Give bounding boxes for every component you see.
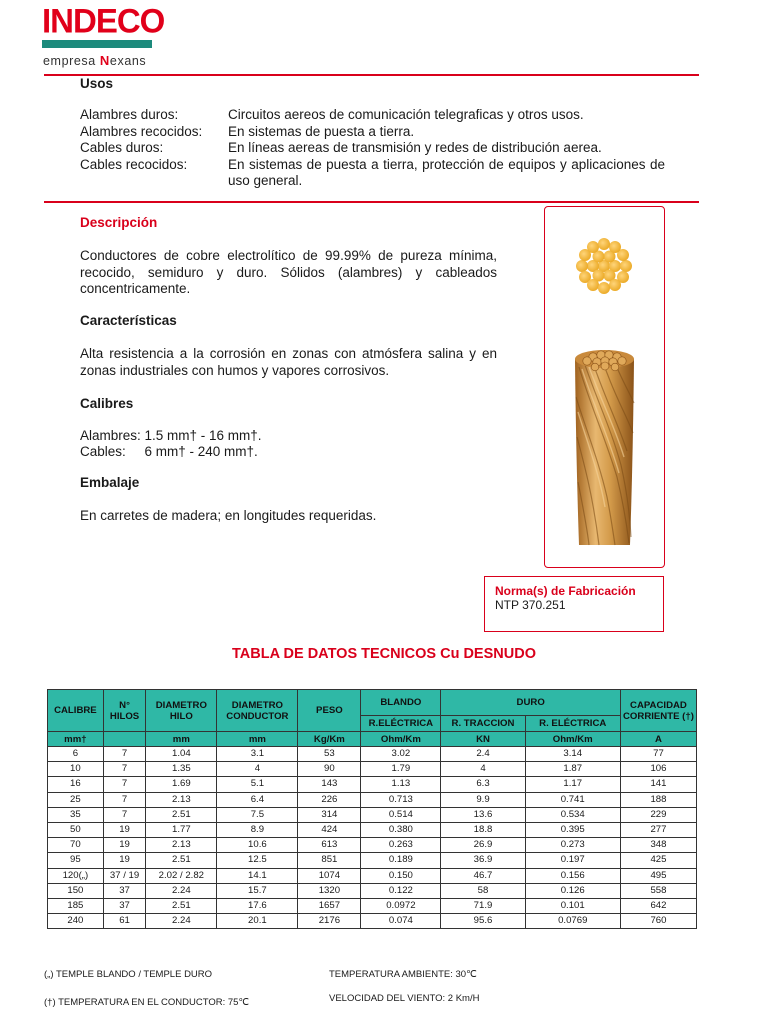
cross-section-icon	[576, 238, 632, 294]
calibres-line-2: Cables: 6 mm† - 240 mm†.	[80, 444, 258, 459]
table-row	[48, 853, 697, 868]
table-cell: 760	[620, 914, 696, 929]
table-cell: 0.150	[361, 868, 441, 883]
usos-label: Cables duros:	[80, 140, 164, 155]
table-cell: 3.02	[361, 747, 441, 762]
table-cell: 58	[441, 883, 525, 898]
table-cell: 3.1	[217, 747, 298, 762]
table-cell: 2.13	[146, 792, 217, 807]
table-cell: 642	[620, 898, 696, 913]
table-cell: 1.17	[525, 777, 620, 792]
table-cell: 424	[298, 822, 361, 837]
table-cell: 6.4	[217, 792, 298, 807]
table-cell: 37 / 19	[103, 868, 146, 883]
usos-row	[80, 107, 665, 124]
table-cell: 0.189	[361, 853, 441, 868]
table-cell: 0.0972	[361, 898, 441, 913]
table-cell: 558	[620, 883, 696, 898]
table-cell: 2.02 / 2.82	[146, 868, 217, 883]
table-cell: 25	[48, 792, 104, 807]
usos-text: En sistemas de puesta a tierra.	[228, 123, 415, 139]
table-cell: 0.534	[525, 807, 620, 822]
table-cell: 7	[103, 747, 146, 762]
table-cell: 70	[48, 838, 104, 853]
table-cell: 50	[48, 822, 104, 837]
table-row	[48, 868, 697, 883]
table-cell: 2.51	[146, 898, 217, 913]
table-cell: 851	[298, 853, 361, 868]
table-cell: 10.6	[217, 838, 298, 853]
header-r-electrica-duro: R. ELÉCTRICA	[525, 716, 620, 732]
table-cell: 240	[48, 914, 104, 929]
table-cell: 1320	[298, 883, 361, 898]
unit-cell: mm†	[48, 732, 104, 747]
units-row	[48, 732, 697, 747]
usos-text: En líneas aereas de transmisión y redes de distribución aerea.	[228, 140, 602, 155]
table-cell: 7	[103, 762, 146, 777]
table-cell: 0.741	[525, 792, 620, 807]
table-cell: 37	[103, 883, 146, 898]
table-cell: 35	[48, 807, 104, 822]
header-duro: DURO	[441, 690, 620, 716]
table-row	[48, 883, 697, 898]
table-row	[48, 838, 697, 853]
caracteristicas-text: Alta resistencia a la corrosión en zonas con atmósfera salina y en zonas industriales con humos y vapores corrosivos.	[80, 346, 497, 378]
unit-cell: Kg/Km	[298, 732, 361, 747]
table-cell: 2.24	[146, 914, 217, 929]
table-cell: 106	[620, 762, 696, 777]
table-cell: 1.79	[361, 762, 441, 777]
table-cell: 19	[103, 838, 146, 853]
table-cell: 36.9	[441, 853, 525, 868]
table-cell: 37	[103, 898, 146, 913]
unit-cell: Ohm/Km	[361, 732, 441, 747]
table-cell: 188	[620, 792, 696, 807]
norma-title: Norma(s) de Fabricación	[495, 584, 636, 598]
table-cell: 141	[620, 777, 696, 792]
unit-cell: A	[620, 732, 696, 747]
table-cell: 5.1	[217, 777, 298, 792]
table-cell: 46.7	[441, 868, 525, 883]
logo-sub-right: exans	[109, 54, 147, 68]
stranded-cable-icon	[575, 350, 634, 545]
table-row	[48, 898, 697, 913]
footnote-viento: VELOCIDAD DEL VIENTO: 2 Km/H	[329, 993, 480, 1004]
table-cell: 61	[103, 914, 146, 929]
table-cell: 0.101	[525, 898, 620, 913]
table-cell: 13.6	[441, 807, 525, 822]
usos-text: En sistemas de puesta a tierra, protección de equipos y aplicaciones de uso general.	[228, 156, 665, 188]
table-cell: 6.3	[441, 777, 525, 792]
table-row	[48, 807, 697, 822]
table-cell: 185	[48, 898, 104, 913]
table-cell: 2.51	[146, 807, 217, 822]
table-cell: 8.9	[217, 822, 298, 837]
table-cell: 4	[217, 762, 298, 777]
usos-row	[80, 124, 665, 141]
table-row	[48, 777, 697, 792]
table-cell: 0.380	[361, 822, 441, 837]
table-cell: 1.77	[146, 822, 217, 837]
caracteristicas-title: Características	[80, 313, 177, 328]
unit-cell: mm	[217, 732, 298, 747]
embalaje-text: En carretes de madera; en longitudes requeridas.	[80, 508, 377, 523]
table-cell: 19	[103, 853, 146, 868]
table-cell: 95	[48, 853, 104, 868]
table-cell: 26.9	[441, 838, 525, 853]
table-cell: 0.273	[525, 838, 620, 853]
calibres-line-1: Alambres: 1.5 mm† - 16 mm†.	[80, 428, 262, 443]
embalaje-title: Embalaje	[80, 475, 140, 490]
table-cell: 20.1	[217, 914, 298, 929]
table-cell: 0.122	[361, 883, 441, 898]
table-cell: 0.514	[361, 807, 441, 822]
table-cell: 2.4	[441, 747, 525, 762]
divider-mid	[44, 201, 699, 203]
header-diametro-conductor: DIAMETRO CONDUCTOR	[217, 690, 298, 732]
table-cell: 4	[441, 762, 525, 777]
table-cell: 90	[298, 762, 361, 777]
unit-cell: mm	[146, 732, 217, 747]
table-cell: 0.0769	[525, 914, 620, 929]
technical-data-table	[47, 689, 697, 929]
table-cell: 14.1	[217, 868, 298, 883]
descripcion-title: Descripción	[80, 215, 158, 230]
table-cell: 229	[620, 807, 696, 822]
header-peso: PESO	[298, 690, 361, 732]
table-cell: 0.395	[525, 822, 620, 837]
table-cell: 0.126	[525, 883, 620, 898]
footnote-temp-ambiente: TEMPERATURA AMBIENTE: 30℃	[329, 969, 477, 980]
product-image-frame	[544, 206, 665, 568]
descripcion-text: Conductores de cobre electrolítico de 99.99% de pureza mínima, recocido, semiduro y duro. Sólidos (alambres) y cableados concentricamente.	[80, 248, 497, 296]
header-hilos: N° HILOS	[103, 690, 146, 732]
unit-cell	[103, 732, 146, 747]
table-row	[48, 792, 697, 807]
footnote-temple: („) TEMPLE BLANDO / TEMPLE DURO	[44, 969, 213, 980]
logo-subtitle	[43, 53, 146, 68]
norma-value: NTP 370.251	[495, 598, 566, 612]
table-cell: 613	[298, 838, 361, 853]
table-cell: 10	[48, 762, 104, 777]
norma-box	[484, 576, 664, 632]
table-cell: 9.9	[441, 792, 525, 807]
cable-illustration	[545, 207, 664, 567]
table-cell: 143	[298, 777, 361, 792]
table-row	[48, 762, 697, 777]
table-cell: 120(„)	[48, 868, 104, 883]
header-diametro-hilo: DIAMETRO HILO	[146, 690, 217, 732]
table-cell: 2.24	[146, 883, 217, 898]
table-cell: 348	[620, 838, 696, 853]
table-cell: 12.5	[217, 853, 298, 868]
table-cell: 19	[103, 822, 146, 837]
usos-label: Alambres duros:	[80, 107, 179, 122]
header-r-traccion: R. TRACCION	[441, 716, 525, 732]
usos-row	[80, 140, 665, 157]
usos-row	[80, 157, 665, 190]
table-cell: 0.713	[361, 792, 441, 807]
table-cell: 16	[48, 777, 104, 792]
table-cell: 0.263	[361, 838, 441, 853]
table-cell: 226	[298, 792, 361, 807]
table-cell: 1.04	[146, 747, 217, 762]
brand-logo: INDECO	[42, 1, 165, 40]
calibres-title: Calibres	[80, 396, 134, 411]
header-capacidad: CAPACIDAD CORRIENTE (†)	[620, 690, 696, 732]
header-calibre: CALIBRE	[48, 690, 104, 732]
table-cell: 6	[48, 747, 104, 762]
table-cell: 7	[103, 792, 146, 807]
unit-cell: Ohm/Km	[525, 732, 620, 747]
logo-sub-left: empresa	[43, 54, 96, 68]
table-cell: 3.14	[525, 747, 620, 762]
table-cell: 1.35	[146, 762, 217, 777]
table-row	[48, 914, 697, 929]
table-cell: 2.13	[146, 838, 217, 853]
table-cell: 1.87	[525, 762, 620, 777]
table-cell: 277	[620, 822, 696, 837]
table-cell: 7.5	[217, 807, 298, 822]
table-cell: 1657	[298, 898, 361, 913]
table-cell: 0.156	[525, 868, 620, 883]
table-title: TABLA DE DATOS TECNICOS Cu DESNUDO	[232, 646, 536, 662]
usos-text: Circuitos aereos de comunicación telegraficas y otros usos.	[228, 107, 584, 122]
table-cell: 18.8	[441, 822, 525, 837]
header-blando: BLANDO	[361, 690, 441, 716]
usos-label: Cables recocidos:	[80, 156, 188, 172]
table-cell: 314	[298, 807, 361, 822]
table-cell: 71.9	[441, 898, 525, 913]
logo-bar	[42, 40, 152, 48]
table-cell: 53	[298, 747, 361, 762]
table-cell: 1074	[298, 868, 361, 883]
table-body	[48, 747, 697, 929]
table-cell: 15.7	[217, 883, 298, 898]
table-cell: 0.074	[361, 914, 441, 929]
table-cell: 425	[620, 853, 696, 868]
table-cell: 2176	[298, 914, 361, 929]
table-cell: 0.197	[525, 853, 620, 868]
table-cell: 495	[620, 868, 696, 883]
table-cell: 95.6	[441, 914, 525, 929]
unit-cell: KN	[441, 732, 525, 747]
table-cell: 150	[48, 883, 104, 898]
divider-top	[44, 74, 699, 76]
usos-label: Alambres recocidos:	[80, 123, 203, 139]
table-cell: 7	[103, 777, 146, 792]
table-row	[48, 822, 697, 837]
table-cell: 1.13	[361, 777, 441, 792]
logo-sub-mark: N	[99, 53, 110, 68]
table-cell: 77	[620, 747, 696, 762]
table-cell: 17.6	[217, 898, 298, 913]
usos-title: Usos	[80, 76, 114, 91]
usos-list	[80, 107, 665, 190]
table-cell: 2.51	[146, 853, 217, 868]
header-r-electrica-blando: R.ELÉCTRICA	[361, 716, 441, 732]
table-cell: 7	[103, 807, 146, 822]
table-row	[48, 747, 697, 762]
footnote-temp-conductor: (†) TEMPERATURA EN EL CONDUCTOR: 75℃	[44, 997, 250, 1008]
table-cell: 1.69	[146, 777, 217, 792]
